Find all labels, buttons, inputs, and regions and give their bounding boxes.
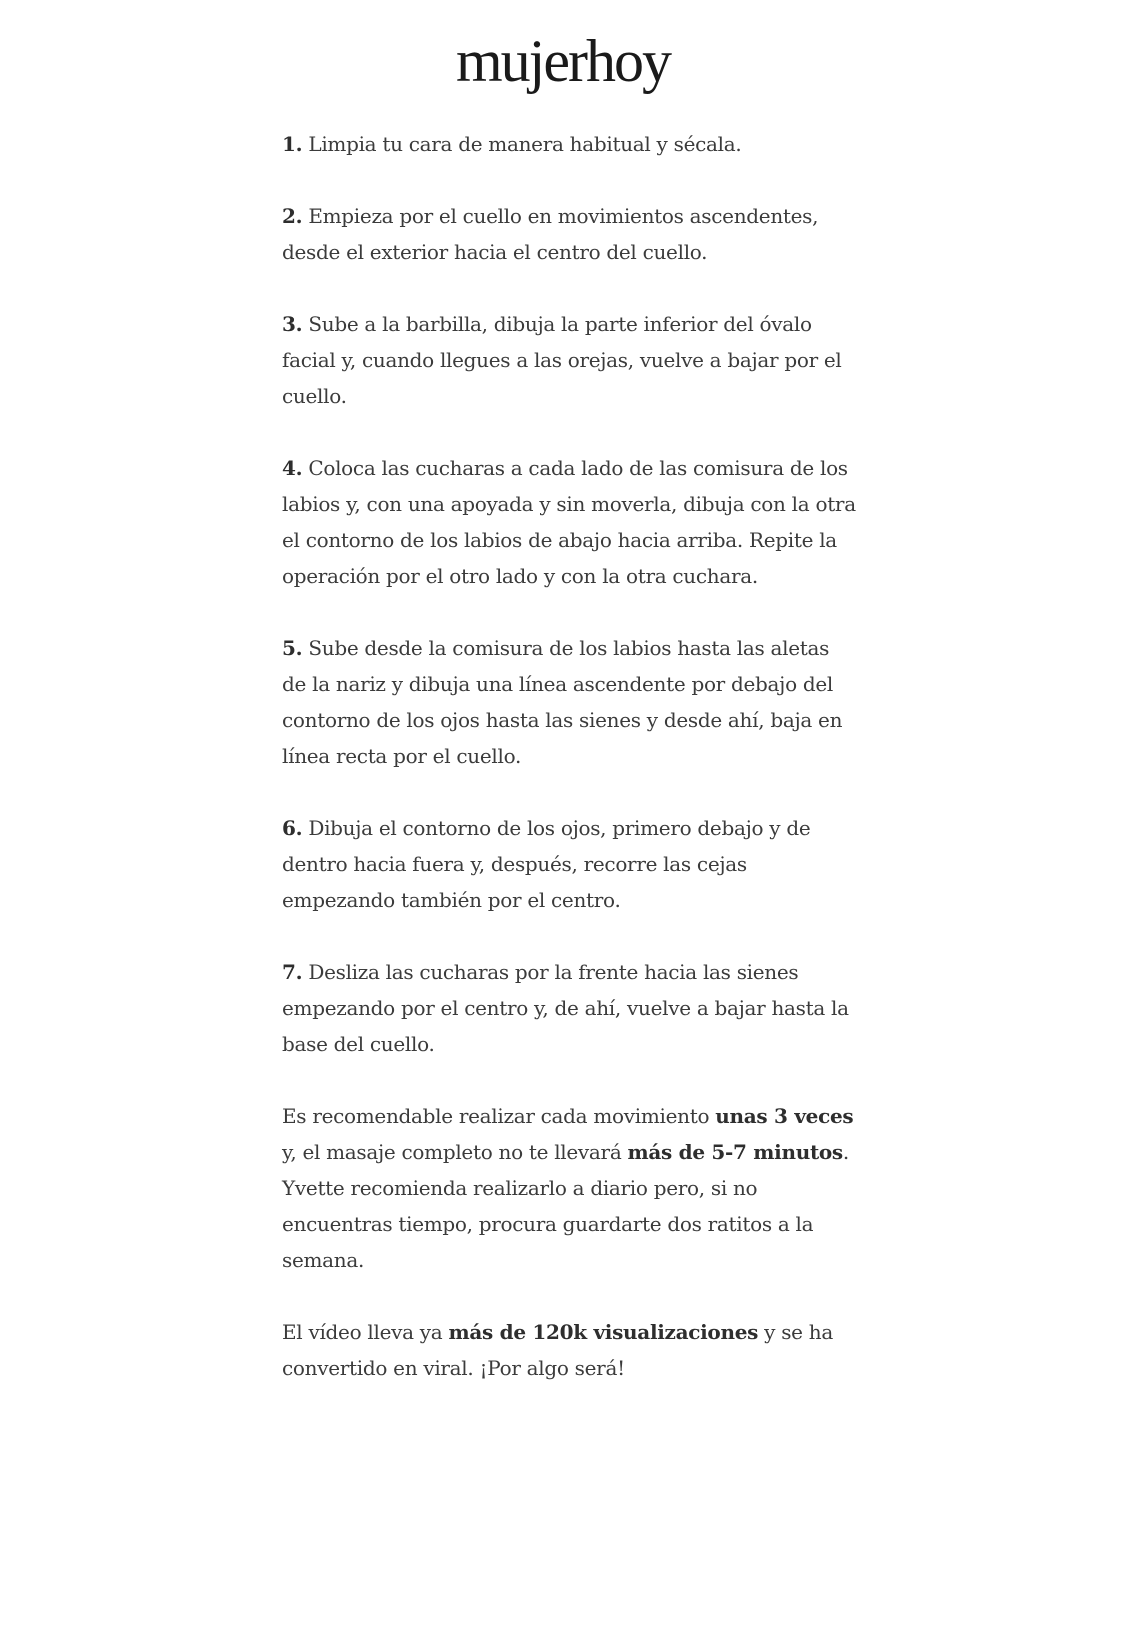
step-text: Coloca las cucharas a cada lado de las comisura de los labios y, con una apoyada y sin moverla, dibuja con la otra el contorno de los labios de abajo hacia arriba. Repite la operación por el otro lado y con la otra cuchara. (282, 456, 856, 588)
article-body (282, 126, 857, 1422)
recommendation-text: y, el masaje completo no te llevará (282, 1140, 628, 1164)
step-number: 6. (282, 816, 303, 840)
step-text: Limpia tu cara de manera habitual y sécala. (302, 132, 742, 156)
site-header (0, 26, 1126, 96)
step-5 (282, 630, 857, 774)
step-3 (282, 306, 857, 414)
step-text: Empieza por el cuello en movimientos ascendentes, desde el exterior hacia el centro del cuello. (282, 204, 819, 264)
step-number: 4. (282, 456, 303, 480)
step-number: 5. (282, 636, 303, 660)
video-text: y se ha convertido en viral. ¡Por algo será! (282, 1320, 833, 1380)
recommendation-text: . Yvette recomienda realizarlo a diario pero, si no encuentras tiempo, procura guardarte dos ratitos a la semana. (282, 1140, 849, 1272)
step-number: 2. (282, 204, 303, 228)
recommendation-paragraph (282, 1098, 857, 1278)
recommendation-highlight: más de 5-7 minutos (627, 1140, 843, 1164)
step-text: Sube a la barbilla, dibuja la parte inferior del óvalo facial y, cuando llegues a las orejas, vuelve a bajar por el cuello. (282, 312, 842, 408)
step-number: 1. (282, 132, 303, 156)
step-number: 3. (282, 312, 303, 336)
step-text: Sube desde la comisura de los labios hasta las aletas de la nariz y dibuja una línea ascendente por debajo del contorno de los ojos hasta las sienes y desde ahí, baja en línea recta por el cuello. (282, 636, 843, 768)
recommendation-highlight: unas 3 veces (715, 1104, 854, 1128)
step-4 (282, 450, 857, 594)
step-number: 7. (282, 960, 303, 984)
step-7 (282, 954, 857, 1062)
video-text: El vídeo lleva ya (282, 1320, 449, 1344)
step-1 (282, 126, 857, 162)
step-6 (282, 810, 857, 918)
video-highlight: más de 120k visualizaciones (448, 1320, 759, 1344)
mujerhoy-logo[interactable]: mujerhoy (456, 28, 670, 94)
step-text: Desliza las cucharas por la frente hacia las sienes empezando por el centro y, de ahí, vuelve a bajar hasta la base del cuello. (282, 960, 849, 1056)
video-paragraph (282, 1314, 857, 1386)
step-text: Dibuja el contorno de los ojos, primero debajo y de dentro hacia fuera y, después, recorre las cejas empezando también por el centro. (282, 816, 811, 912)
step-2 (282, 198, 857, 270)
recommendation-text: Es recomendable realizar cada movimiento (282, 1104, 716, 1128)
